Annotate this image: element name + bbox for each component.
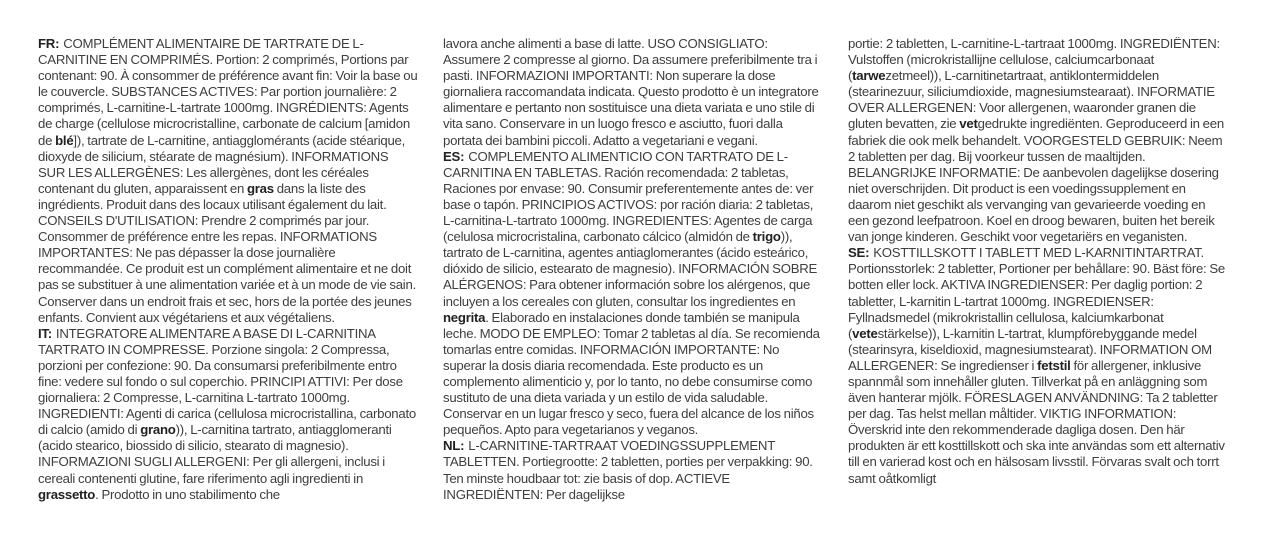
language-code: ES: bbox=[443, 148, 465, 164]
label-text-panel bbox=[38, 36, 1228, 526]
label-text: för allergener, inklusive spannmål som innehåller gluten. Tillverkat på en anläggning som även hanterar mjölk. FÖRESLAGEN ANVÄNDNING: Ta 2 tabletter per dag. Tas helst mellan måltider. VIKTIG INFORMATION: Överskrid inte den rekommenderade dagliga dosen. Den här produkten är ett kosttillskott och ska inte användas som ett alternativ till en varierad kost och en hälsosam livsstil. Förvaras svalt och torrt samt oåtkomligt bbox=[848, 357, 1225, 486]
label-text: . Elaborado en instalaciones donde también se manipula leche. MODO DE EMPLEO: Tomar 2 tabletas al día. Se recomienda tomarlas entre comidas. INFORMACIÓN IMPORTANTE: No superar la dosis diaria recomendada. Este producto es un complemento alimenticio y, por lo tanto, no debe consumirse como sustituto de una dieta variada y un estilo de vida saludable. Conservar en un lugar fresco y seco, fuera del alcance de los niños pequeños. Apto para vegetarianos y veganos. bbox=[443, 309, 820, 438]
label-text: KOSTTILLSKOTT I TABLETT MED L-KARNITINTARTRAT. Portionsstorlek: 2 tabletter, Portioner per behållare: 90. Bäst före: Se botten eller lock. AKTIVA INGREDIENSER: Per daglig portion: 2 tabletter, L-karnitin L-tartrat 1000mg. INGREDIENSER: Fyllnadsmedel (mikrokristallin cellulosa, kalciumkarbonat ( bbox=[848, 245, 1226, 341]
label-text: portie: 2 tabletten, L-carnitine-L-tartraat 1000mg. INGREDIËNTEN: Vulstoffen (microkristallijne cellulose, calciumcarbonaat ( bbox=[848, 36, 1220, 84]
label-paragraph bbox=[848, 36, 1228, 245]
label-text: COMPLEMENTO ALIMENTICIO CON TARTRATO DE L-CARNITINA EN TABLETAS. Ración recomendada: 2 tabletas, Raciones por envase: 90. Consumir preferentemente antes de: ver base o tapón. PRINCIPIOS ACTIVOS: por ración diaria: 2 tabletas, L-carnitina-L-tartrato 1000mg. INGREDIENTES: Agentes de carga (celulosa microcristalina, carbonato cálcico (almidón de bbox=[443, 148, 814, 245]
text-column-1 bbox=[38, 36, 418, 526]
label-text: )), tartrato de L-carnitina, agentes antiaglomerantes (ácido esteárico, dióxido de silicio, estearato de magnesio). INFORMACIÓN SOBRE ALÉRGENOS: Para obtener información sobre los alérgenos, que incluyen a los cereales con gluten, consultar los ingredientes en bbox=[443, 229, 818, 309]
allergen-highlight: grano bbox=[140, 422, 176, 438]
label-text: . Prodotto in uno stabilimento che bbox=[95, 486, 280, 502]
label-text: ]), tartrate de L-carnitine, antiagglomérants (acide stéarique, dioxyde de silicium, stéarate de magnésium). INFORMATIONS SUR LES ALLERGÈNES: Les allergènes, dont les céréales contenant du gluten, apparaissent en bbox=[38, 132, 406, 196]
allergen-highlight: fetstil bbox=[1037, 357, 1071, 373]
allergen-highlight: vet bbox=[959, 116, 978, 132]
label-paragraph bbox=[443, 438, 823, 502]
label-text: INTEGRATORE ALIMENTARE A BASE DI L-CARNITINA TARTRATO IN COMPRESSE. Porzione singola: 2 Compressa, porzioni per confezione: 90. Da consumarsi preferibilmente entro fine: vedere sul fondo o sul coperchio. PRINCIPI ATTIVI: Per dose giornaliera: 2 Compresse, L-carnitina L-tartrato 1000mg. INGREDIENTI: Agenti di carica (cellulosa microcristallina, carbonato di calcio (amido di bbox=[38, 325, 416, 438]
label-text: zetmeel)), L-carnitinetartraat, antiklontermiddelen (stearinezuur, siliciumdioxide, magnesiumstearaat). INFORMATIE OVER ALLERGENEN: Voor allergenen, waaronder granen die gluten bevatten, zie bbox=[848, 68, 1215, 132]
allergen-highlight: tarwe bbox=[852, 68, 886, 84]
allergen-highlight: grassetto bbox=[38, 486, 96, 502]
label-text: dans la liste des ingrédients. Produit dans des locaux utilisant également du lait. CONSEILS D'UTILISATION: Prendre 2 comprimés par jour. Consommer de préférence entre les repas. INFORMATIONS IMPORTANTES: Ne pas dépasser la dose journalière recommandée. Ce produit est un complément alimentaire et ne doit pas se substituer à une alimentation variée et à un mode de vie sain. Conserver dans un endroit frais et sec, hors de la portée des jeunes enfants. Convient aux végétariens et aux végétaliens. bbox=[38, 180, 416, 325]
allergen-highlight: blé bbox=[55, 132, 74, 148]
label-text: COMPLÉMENT ALIMENTAIRE DE TARTRATE DE L-CARNITINE EN COMPRIMÉS. Portion: 2 comprimés, Portions par contenant: 90. À consommer de préférence avant fin: Voir la base ou le couvercle. SUBSTANCES ACTIVES: Par portion journalière: 2 comprimés, L-carnitine-L-tartrate 1000mg. INGRÉDIENTS: Agents de charge (cellulose microcristalline, carbonate de calcium [amidon de bbox=[38, 36, 418, 148]
label-text: stärkelse)), L-karnitin L-tartrat, klumpförebyggande medel (stearinsyra, kiseldioxid, magnesiumstearat). INFORMATION OM ALLERGENER: Se ingredienser i bbox=[848, 325, 1212, 373]
language-code: FR: bbox=[38, 36, 60, 51]
label-paragraph bbox=[443, 36, 823, 149]
allergen-highlight: gras bbox=[246, 180, 274, 196]
label-text: L-CARNITINE-TARTRAAT VOEDINGSSUPPLEMENT TABLETTEN. Portiegrootte: 2 tabletten, porties per verpakking: 90. Ten minste houdbaar tot: zie basis of dop. ACTIEVE INGREDIËNTEN: Per dagelijkse bbox=[443, 438, 813, 502]
label-paragraph bbox=[38, 36, 418, 326]
language-code: IT: bbox=[38, 325, 52, 341]
label-paragraph bbox=[848, 245, 1228, 486]
label-text: )), L-carnitina tartrato, antiagglomeranti (acido stearico, biossido di silicio, stearato di magnesio). INFORMAZIONI SUGLI ALLERGENI: Per gli allergeni, inclusi i cereali contenenti glutine, fare riferimento agli ingredienti in bbox=[38, 422, 392, 486]
allergen-highlight: negrita bbox=[443, 309, 486, 325]
label-text: gedrukte ingrediënten. Geproduceerd in een fabriek die ook melk behandelt. VOORGESTELD GEBRUIK: Neem 2 tabletten per dag. Bij voorkeur tussen de maaltijden. BELANGRIJKE INFORMATIE: De aanbevolen dagelijkse dosering niet overschrijden. Dit product is een voedingssupplement en daarom niet geschikt als vervanging van gevarieerde voeding en een gezond leefpatroon. Koel en droog bewaren, buiten het bereik van jonge kinderen. Geschikt voor vegetariërs en veganisten. bbox=[848, 116, 1224, 245]
text-column-2 bbox=[443, 36, 823, 526]
language-code: SE: bbox=[848, 245, 870, 261]
text-column-3 bbox=[848, 36, 1228, 526]
allergen-highlight: trigo bbox=[752, 229, 781, 245]
label-paragraph bbox=[443, 149, 823, 439]
label-text: lavora anche alimenti a base di latte. USO CONSIGLIATO: Assumere 2 compresse al giorno. Da assumere preferibilmente tra i pasti. INFORMAZIONI IMPORTANTI: Non superare la dose giornaliera raccomandata indicata. Questo prodotto è un integratore alimentare e pertanto non sostituisce una dieta variata e uno stile di vita sano. Conservare in un luogo fresco e asciutto, fuori dalla portata dei bambini piccoli. Adatto a vegetariani e vegani. bbox=[443, 36, 819, 148]
label-paragraph bbox=[38, 326, 418, 503]
allergen-highlight: vete bbox=[852, 325, 878, 341]
language-code: NL: bbox=[443, 438, 465, 454]
